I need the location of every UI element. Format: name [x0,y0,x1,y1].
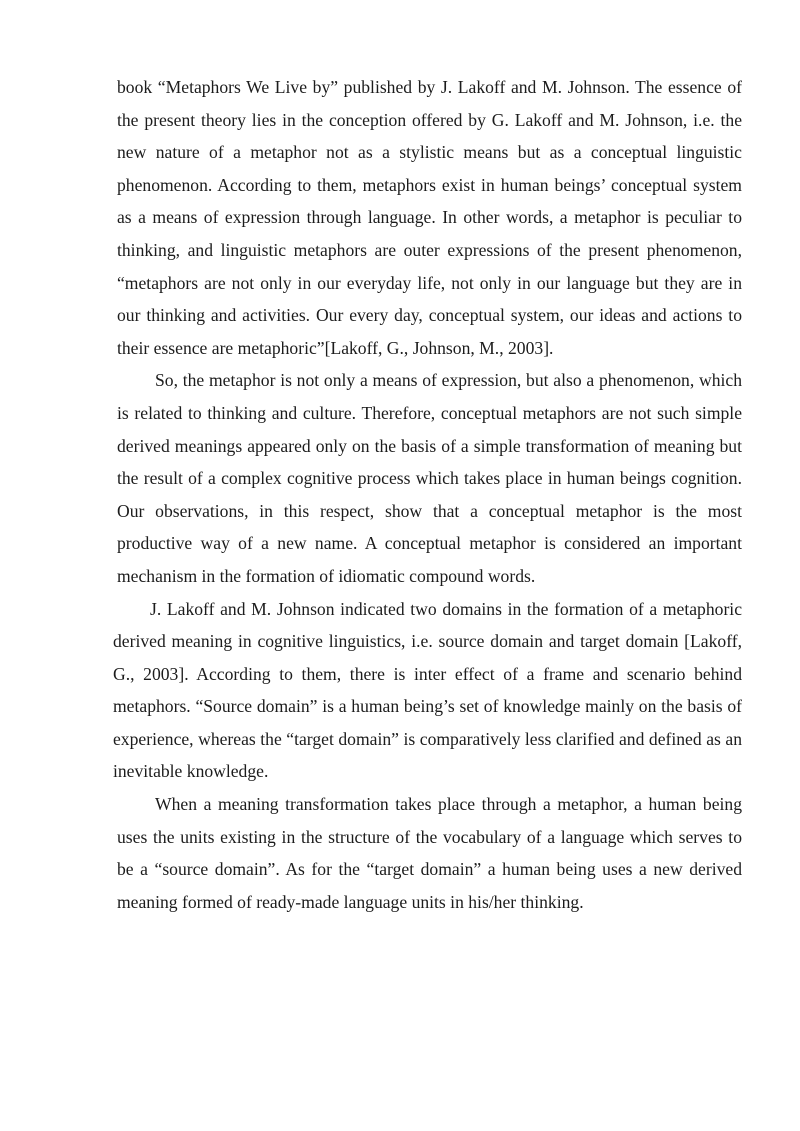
document-body [113,71,742,918]
paragraph-3: J. Lakoff and M. Johnson indicated two domains in the formation of a metaphoric derived meaning in cognitive linguistics, i.e. source domain and target domain [Lakoff, G., 2003]. According to them, there is inter effect of a frame and scenario behind metaphors. “Source domain” is a human being’s set of knowledge mainly on the basis of experience, whereas the “target domain” is comparatively less clarified and defined as an inevitable knowledge. [113,598,742,782]
paragraph-4: When a meaning transformation takes place through a metaphor, a human being uses the units existing in the structure of the vocabulary of a language which serves to be a “source domain”. As for the “target domain” a human being uses a new derived meaning formed of ready-made language units in his/her thinking. [117,794,742,912]
paragraph-1: book “Metaphors We Live by” published by J. Lakoff and M. Johnson. The essence of the present theory lies in the conception offered by G. Lakoff and M. Johnson, i.e. the new nature of a metaphor not as a stylistic means but as a conceptual linguistic phenomenon. According to them, metaphors exist in human beings’ conceptual system as a means of expression through language. In other words, a metaphor is peculiar to thinking, and linguistic metaphors are outer expressions of the present phenomenon, “metaphors are not only in our everyday life, not only in our language but they are in our thinking and activities. Our every day, conceptual system, our ideas and actions to their essence are metaphoric”[Lakoff, G., Johnson, M., 2003]. [117,77,742,358]
paragraph-2: So, the metaphor is not only a means of expression, but also a phenomenon, which is related to thinking and culture. Therefore, conceptual metaphors are not such simple derived meanings appeared only on the basis of a simple transformation of meaning but the result of a complex cognitive process which takes place in human beings cognition. Our observations, in this respect, show that a conceptual metaphor is the most productive way of a new name. A conceptual metaphor is considered an important mechanism in the formation of idiomatic compound words. [117,370,742,586]
